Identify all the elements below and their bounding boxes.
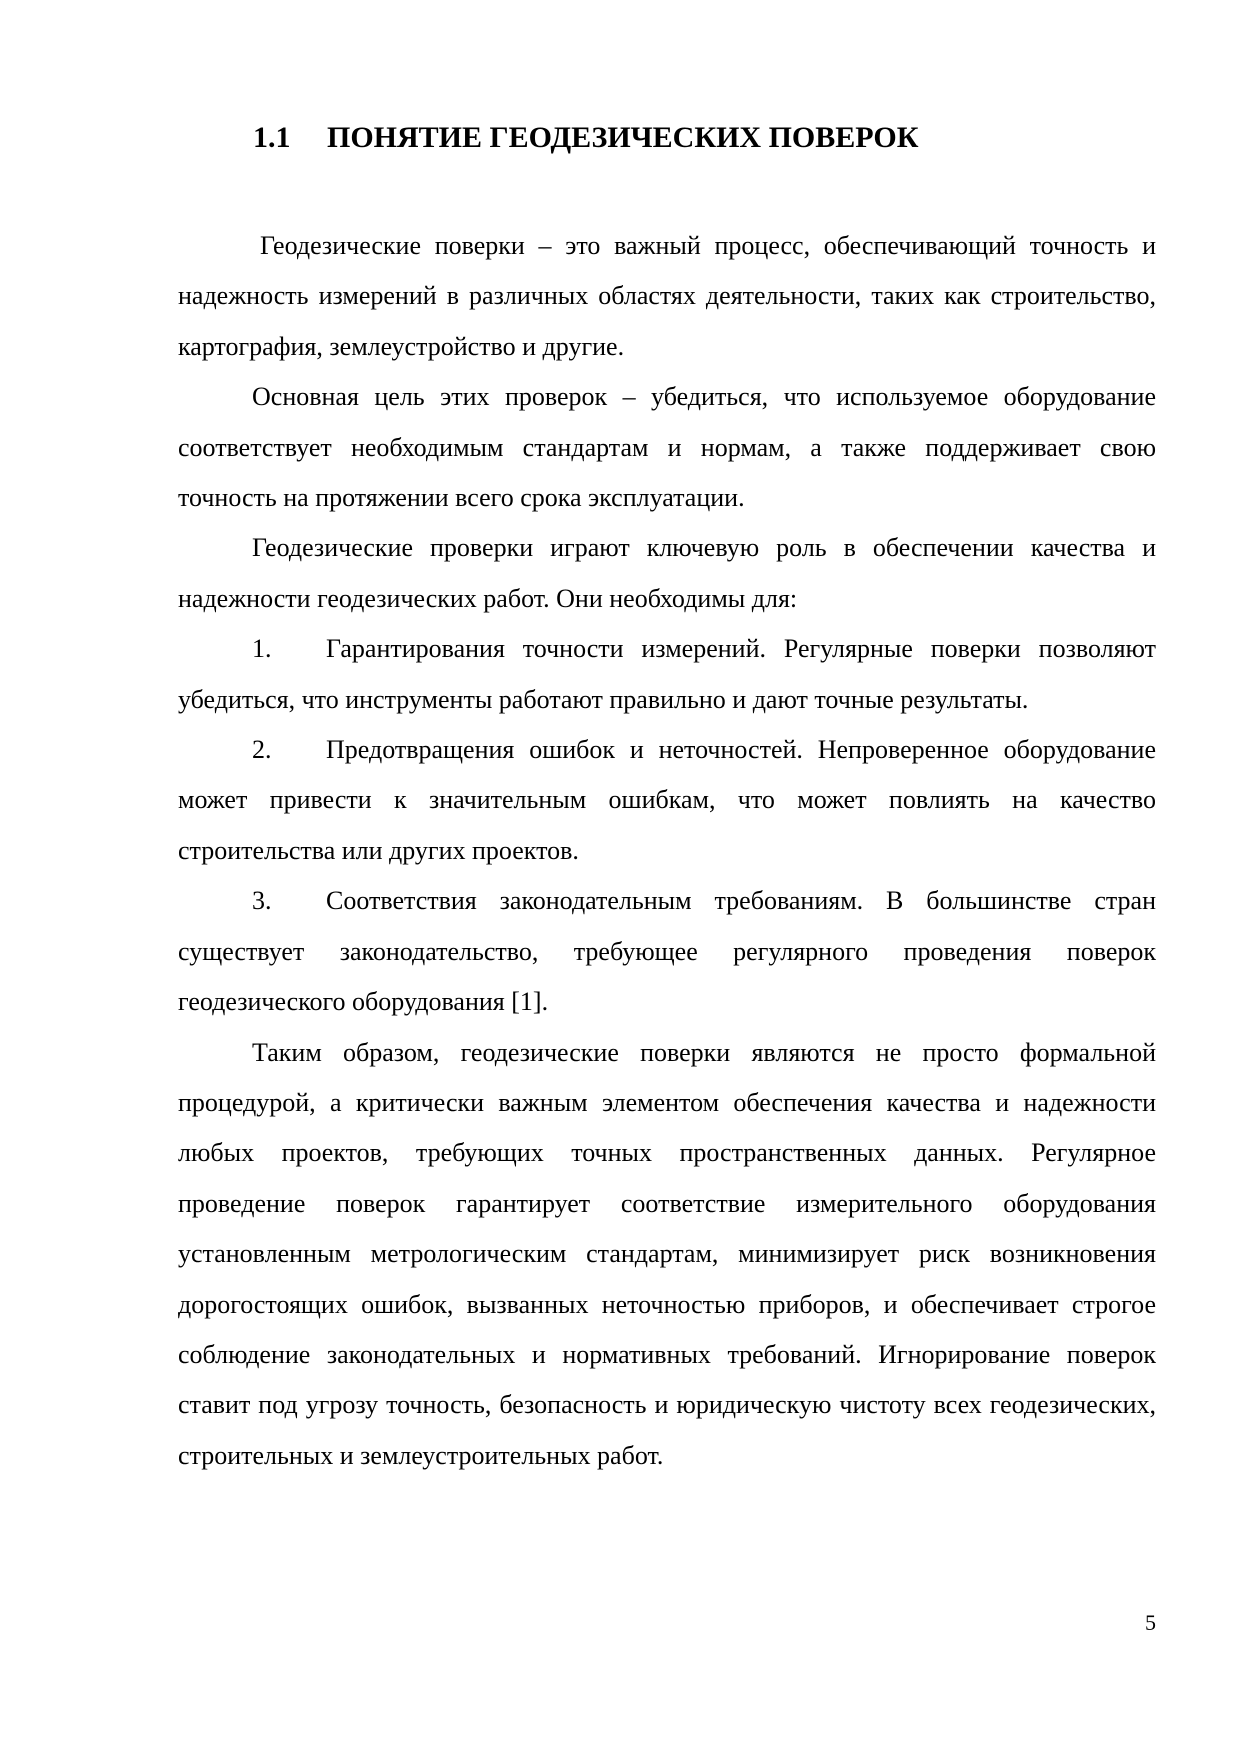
paragraph-conclusion: Таким образом, геодезические поверки являются не просто формальной процедурой, а критически важным элементом обеспечения качества и надежности любых проектов, требующих точных пространственных данных. Регулярное проведение поверок гарантирует соответствие измерительного оборудования установленным метрологическим стандартам, минимизирует риск возникновения дорогостоящих ошибок, вызванных неточностью приборов, и обеспечивает строгое соблюдение законодательных и нормативных требований. Игнорирование поверок ставит под угрозу точность, безопасность и юридическую чистоту всех геодезических, строительных и землеустроительных работ.: [178, 1037, 1156, 1470]
section-heading: [253, 120, 919, 156]
list-item-number: 1.: [252, 634, 272, 664]
paragraph-role: Геодезические проверки играют ключевую роль в обеспечении качества и надежности геодезических работ. Они необходимы для:: [178, 533, 1156, 613]
list-item-text: Предотвращения ошибок и неточностей. Непроверенное оборудование может привести к значительным ошибкам, что может повлиять на качество строительства или других проектов.: [178, 735, 1156, 865]
paragraph-purpose: Основная цель этих проверок – убедиться, что используемое оборудование соответствует необходимым стандартам и нормам, а также поддерживает свою точность на протяжении всего срока эксплуатации.: [178, 382, 1156, 513]
list-item-number: 3.: [252, 886, 272, 916]
list-item: [178, 624, 1156, 725]
section-title: ПОНЯТИЕ ГЕОДЕЗИЧЕСКИХ ПОВЕРОК: [327, 121, 919, 154]
list-item: [178, 876, 1156, 1027]
section-number: 1.1: [253, 121, 291, 154]
list-item-text: Гарантирования точности измерений. Регулярные поверки позволяют убедиться, что инструменты работают правильно и дают точные результаты.: [178, 634, 1156, 714]
list-item: [178, 725, 1156, 876]
page-number: 5: [1145, 1610, 1156, 1635]
document-body: [178, 221, 1156, 1481]
paragraph-intro: Геодезические поверки – это важный процесс, обеспечивающий точность и надежность измерений в различных областях деятельности, таких как строительство, картография, землеустройство и другие.: [178, 231, 1156, 361]
list-item-text: Соответствия законодательным требованиям. В большинстве стран существует законодательство, требующее регулярного проведения поверок геодезического оборудования [1].: [178, 886, 1156, 1017]
list-item-number: 2.: [252, 735, 272, 765]
